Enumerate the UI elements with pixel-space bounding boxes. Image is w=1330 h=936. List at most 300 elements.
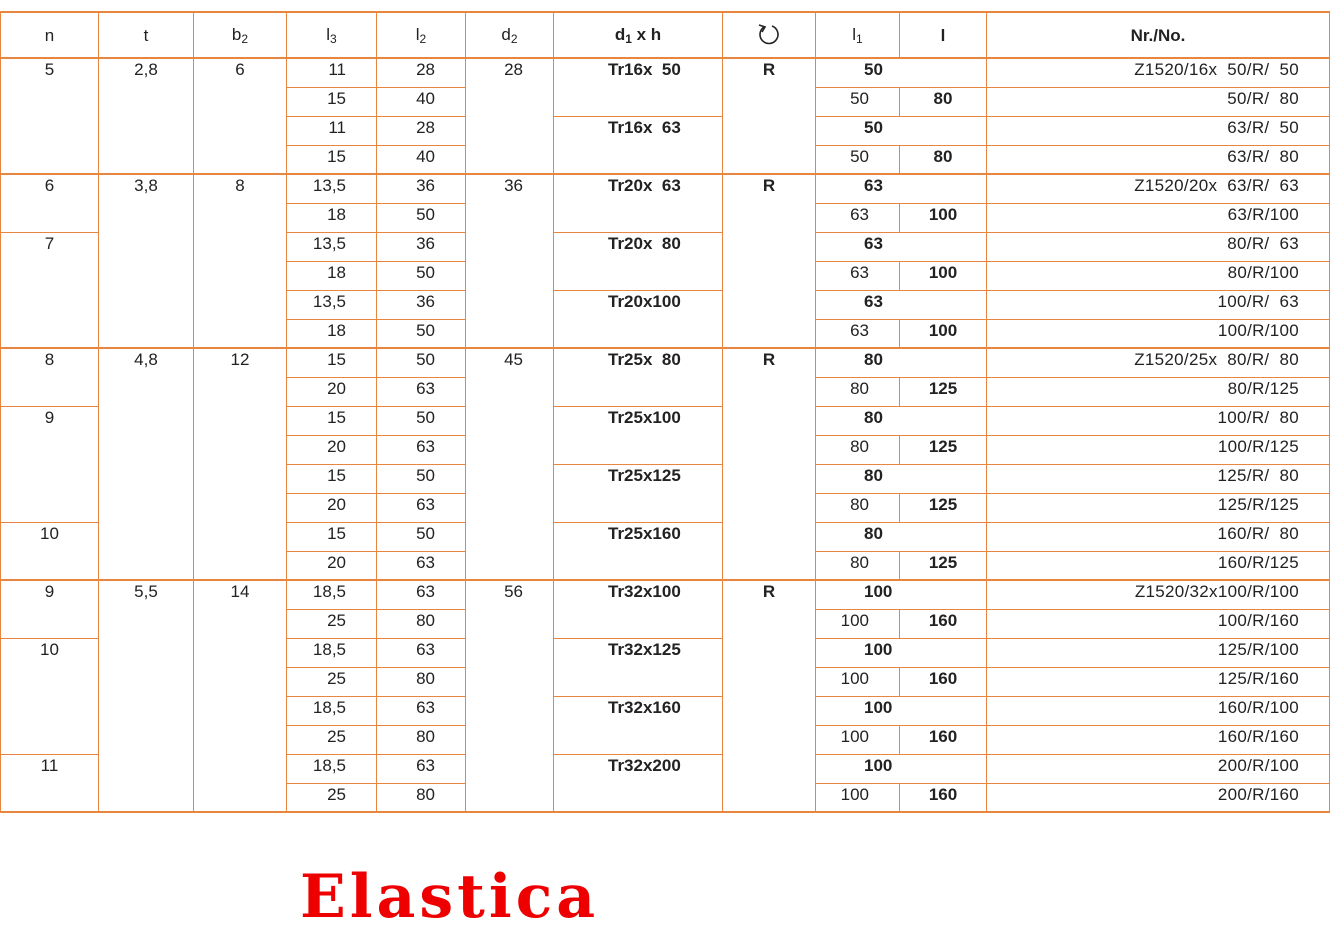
cell-d1xh [554, 145, 723, 174]
cell-l3: 13,5 [287, 174, 377, 203]
cell-l2: 36 [377, 174, 466, 203]
cell-rotation [723, 87, 816, 116]
cell-l: 80 [864, 464, 951, 493]
table-row [1, 464, 1330, 493]
cell-d1xh: Tr16x 63 [554, 116, 723, 145]
cell-l: 100 [900, 203, 987, 232]
cell-d2 [466, 464, 554, 493]
cell-l: 63 [864, 174, 951, 203]
cell-article-number: 160/R/125 [987, 551, 1330, 580]
cell-l3: 18 [287, 261, 377, 290]
cell-d1xh [554, 493, 723, 522]
table-row [1, 696, 1330, 725]
cell-article-number: 125/R/ 80 [987, 464, 1330, 493]
cell-l2: 63 [377, 551, 466, 580]
cell-d1xh [554, 783, 723, 812]
cell-t [99, 493, 194, 522]
cell-l3: 18,5 [287, 580, 377, 609]
cell-b2 [194, 116, 287, 145]
cell-rotation [723, 725, 816, 754]
cell-t [99, 319, 194, 348]
cell-l: 63 [864, 290, 951, 319]
header-d1xh: $d_1$ x h [554, 12, 723, 58]
cell-article-number: 63/R/ 80 [987, 145, 1330, 174]
cell-l3: 13,5 [287, 290, 377, 319]
cell-d2 [466, 638, 554, 667]
cell-t [99, 696, 194, 725]
table-row [1, 174, 1330, 203]
cell-l1: 63 [816, 261, 900, 290]
cell-d1xh: Tr20x100 [554, 290, 723, 319]
cell-n: 6 [1, 174, 99, 203]
cell-d1xh [554, 377, 723, 406]
cell-t [99, 783, 194, 812]
cell-b2: 6 [194, 58, 287, 87]
cell-n: 5 [1, 58, 99, 87]
table-row [1, 348, 1330, 377]
cell-d2 [466, 551, 554, 580]
cell-d1xh: Tr25x125 [554, 464, 723, 493]
cell-n: 8 [1, 348, 99, 377]
table-row [1, 638, 1330, 667]
cell-l2: 50 [377, 522, 466, 551]
cell-d2 [466, 116, 554, 145]
cell-b2 [194, 435, 287, 464]
cell-l2: 50 [377, 261, 466, 290]
table-row [1, 667, 1330, 696]
cell-d1xh [554, 261, 723, 290]
cell-l3: 25 [287, 725, 377, 754]
header-row [1, 12, 1330, 58]
cell-d1xh: Tr25x 80 [554, 348, 723, 377]
cell-d1xh: Tr16x 50 [554, 58, 723, 87]
cell-n: 7 [1, 232, 99, 261]
cell-article-number: 125/R/100 [987, 638, 1330, 667]
cell-article-number: 160/R/100 [987, 696, 1330, 725]
cell-l3: 15 [287, 348, 377, 377]
cell-l: 100 [900, 319, 987, 348]
cell-l3: 20 [287, 435, 377, 464]
header-b2: $b_2$ [194, 12, 287, 58]
cell-article-number: 100/R/160 [987, 609, 1330, 638]
header-l2: $l_2$ [377, 12, 466, 58]
cell-l: 50 [864, 58, 951, 87]
cell-l2: 63 [377, 435, 466, 464]
table-row [1, 580, 1330, 609]
cell-t [99, 261, 194, 290]
cell-l3: 20 [287, 551, 377, 580]
cell-rotation [723, 609, 816, 638]
cell-n: 10 [1, 638, 99, 667]
cell-n: 10 [1, 522, 99, 551]
cell-d2 [466, 725, 554, 754]
cell-article-number: 160/R/160 [987, 725, 1330, 754]
cell-n [1, 609, 99, 638]
cell-rotation [723, 435, 816, 464]
cell-article-number: 63/R/ 50 [987, 116, 1330, 145]
cell-b2 [194, 609, 287, 638]
cell-rotation [723, 116, 816, 145]
table-row [1, 754, 1330, 783]
cell-rotation [723, 783, 816, 812]
cell-n [1, 725, 99, 754]
cell-l: 125 [900, 435, 987, 464]
cell-rotation [723, 319, 816, 348]
cell-l1: 80 [816, 435, 900, 464]
cell-rotation [723, 551, 816, 580]
cell-l3: 13,5 [287, 232, 377, 261]
rotation-direction-icon [755, 23, 783, 45]
cell-rotation [723, 290, 816, 319]
cell-l: 100 [864, 580, 951, 609]
cell-l2: 40 [377, 145, 466, 174]
cell-l2: 28 [377, 58, 466, 87]
cell-d1xh: Tr32x160 [554, 696, 723, 725]
cell-b2 [194, 145, 287, 174]
cell-l2: 63 [377, 638, 466, 667]
table-row [1, 145, 1330, 174]
cell-d1xh [554, 203, 723, 232]
cell-l: 160 [900, 667, 987, 696]
cell-l1: 100 [816, 609, 900, 638]
table-row [1, 261, 1330, 290]
cell-n [1, 377, 99, 406]
watermark: Elastica [300, 862, 600, 932]
cell-b2 [194, 87, 287, 116]
cell-rotation [723, 232, 816, 261]
cell-article-number: 100/R/125 [987, 435, 1330, 464]
cell-d2 [466, 290, 554, 319]
table-row [1, 725, 1330, 754]
cell-b2 [194, 319, 287, 348]
cell-rotation [723, 493, 816, 522]
table-row [1, 290, 1330, 319]
cell-l: 125 [900, 377, 987, 406]
cell-l: 80 [864, 348, 951, 377]
cell-t [99, 232, 194, 261]
cell-t [99, 116, 194, 145]
cell-article-number: 125/R/160 [987, 667, 1330, 696]
cell-b2: 12 [194, 348, 287, 377]
cell-l2: 80 [377, 609, 466, 638]
cell-l3: 20 [287, 377, 377, 406]
cell-n [1, 290, 99, 319]
cell-l1: 100 [816, 667, 900, 696]
product-table [0, 11, 1330, 813]
cell-l3: 25 [287, 667, 377, 696]
cell-t [99, 435, 194, 464]
cell-article-number: 160/R/ 80 [987, 522, 1330, 551]
cell-rotation: R [723, 580, 816, 609]
cell-rotation: R [723, 348, 816, 377]
cell-rotation [723, 377, 816, 406]
cell-l1: 80 [816, 493, 900, 522]
header-rotation [723, 12, 816, 58]
cell-d2 [466, 145, 554, 174]
cell-article-number: 80/R/100 [987, 261, 1330, 290]
cell-l2: 80 [377, 725, 466, 754]
header-d2: $d_2$ [466, 12, 554, 58]
cell-b2 [194, 406, 287, 435]
cell-l: 50 [864, 116, 951, 145]
cell-b2: 14 [194, 580, 287, 609]
cell-d2 [466, 261, 554, 290]
cell-n [1, 493, 99, 522]
cell-d1xh: Tr25x160 [554, 522, 723, 551]
cell-article-number: 200/R/160 [987, 783, 1330, 812]
cell-d2: 36 [466, 174, 554, 203]
cell-article-number: 63/R/100 [987, 203, 1330, 232]
cell-l: 125 [900, 551, 987, 580]
cell-t [99, 87, 194, 116]
table-row [1, 783, 1330, 812]
cell-d2 [466, 232, 554, 261]
cell-l2: 50 [377, 348, 466, 377]
cell-b2: 8 [194, 174, 287, 203]
cell-n [1, 87, 99, 116]
header-nr: Nr./No. [987, 12, 1330, 58]
cell-l2: 63 [377, 493, 466, 522]
cell-l3: 18 [287, 319, 377, 348]
cell-b2 [194, 551, 287, 580]
cell-rotation [723, 522, 816, 551]
cell-d1xh [554, 725, 723, 754]
cell-n [1, 145, 99, 174]
cell-l: 100 [864, 696, 951, 725]
cell-l1: 63 [816, 319, 900, 348]
cell-rotation [723, 406, 816, 435]
cell-l: 80 [864, 406, 951, 435]
cell-d1xh: Tr32x200 [554, 754, 723, 783]
cell-rotation [723, 754, 816, 783]
cell-d2 [466, 783, 554, 812]
cell-d2 [466, 609, 554, 638]
cell-l: 80 [900, 145, 987, 174]
cell-l: 80 [864, 522, 951, 551]
table-row [1, 58, 1330, 87]
cell-b2 [194, 232, 287, 261]
cell-t [99, 551, 194, 580]
cell-l1: 80 [816, 551, 900, 580]
cell-b2 [194, 203, 287, 232]
cell-l3: 11 [287, 116, 377, 145]
cell-article-number: 125/R/125 [987, 493, 1330, 522]
cell-rotation: R [723, 58, 816, 87]
cell-d2 [466, 754, 554, 783]
cell-article-number: Z1520/16x 50/R/ 50 [987, 58, 1330, 87]
cell-n [1, 667, 99, 696]
header-n: n [1, 12, 99, 58]
cell-d2 [466, 203, 554, 232]
cell-rotation [723, 145, 816, 174]
cell-article-number: 50/R/ 80 [987, 87, 1330, 116]
cell-l3: 15 [287, 145, 377, 174]
cell-l3: 25 [287, 609, 377, 638]
cell-t: 2,8 [99, 58, 194, 87]
cell-rotation [723, 696, 816, 725]
cell-t [99, 145, 194, 174]
header-l: l [900, 12, 987, 58]
cell-b2 [194, 754, 287, 783]
cell-b2 [194, 493, 287, 522]
cell-article-number: 100/R/ 63 [987, 290, 1330, 319]
cell-d1xh [554, 667, 723, 696]
cell-l2: 50 [377, 203, 466, 232]
cell-d1xh [554, 319, 723, 348]
cell-l1: 50 [816, 87, 900, 116]
cell-article-number: 80/R/125 [987, 377, 1330, 406]
table-row [1, 203, 1330, 232]
cell-article-number: 100/R/ 80 [987, 406, 1330, 435]
cell-d1xh [554, 87, 723, 116]
cell-l3: 15 [287, 522, 377, 551]
cell-t [99, 464, 194, 493]
cell-rotation [723, 261, 816, 290]
cell-article-number: Z1520/25x 80/R/ 80 [987, 348, 1330, 377]
cell-b2 [194, 464, 287, 493]
cell-l2: 80 [377, 783, 466, 812]
cell-l2: 50 [377, 464, 466, 493]
cell-d2 [466, 87, 554, 116]
cell-rotation [723, 464, 816, 493]
cell-l: 100 [864, 754, 951, 783]
cell-d2 [466, 522, 554, 551]
cell-l: 160 [900, 609, 987, 638]
cell-article-number: Z1520/32x100/R/100 [987, 580, 1330, 609]
cell-rotation [723, 638, 816, 667]
cell-d2 [466, 493, 554, 522]
cell-t [99, 754, 194, 783]
cell-l: 63 [864, 232, 951, 261]
cell-article-number: 100/R/100 [987, 319, 1330, 348]
cell-d2 [466, 435, 554, 464]
cell-n: 11 [1, 754, 99, 783]
table-row [1, 609, 1330, 638]
cell-n [1, 319, 99, 348]
cell-n: 9 [1, 406, 99, 435]
cell-l: 100 [864, 638, 951, 667]
cell-n [1, 551, 99, 580]
cell-n [1, 464, 99, 493]
table-row [1, 377, 1330, 406]
cell-d1xh: Tr20x 63 [554, 174, 723, 203]
cell-l: 80 [900, 87, 987, 116]
table-row [1, 551, 1330, 580]
cell-b2 [194, 725, 287, 754]
cell-n: 9 [1, 580, 99, 609]
cell-rotation: R [723, 174, 816, 203]
cell-l2: 63 [377, 580, 466, 609]
cell-l1: 63 [816, 203, 900, 232]
cell-l1: 80 [816, 377, 900, 406]
cell-d2 [466, 406, 554, 435]
cell-d2 [466, 377, 554, 406]
cell-d1xh: Tr32x100 [554, 580, 723, 609]
table-row [1, 232, 1330, 261]
cell-l3: 15 [287, 406, 377, 435]
table-row [1, 493, 1330, 522]
cell-l2: 50 [377, 406, 466, 435]
cell-l: 160 [900, 783, 987, 812]
cell-t [99, 377, 194, 406]
cell-l3: 15 [287, 464, 377, 493]
cell-t [99, 725, 194, 754]
table-row [1, 406, 1330, 435]
cell-b2 [194, 290, 287, 319]
cell-l3: 20 [287, 493, 377, 522]
cell-t [99, 638, 194, 667]
cell-d2: 56 [466, 580, 554, 609]
cell-article-number: Z1520/20x 63/R/ 63 [987, 174, 1330, 203]
cell-l2: 80 [377, 667, 466, 696]
cell-n [1, 783, 99, 812]
cell-d2: 45 [466, 348, 554, 377]
cell-l2: 63 [377, 696, 466, 725]
cell-t [99, 290, 194, 319]
cell-d1xh [554, 435, 723, 464]
cell-l: 125 [900, 493, 987, 522]
cell-b2 [194, 696, 287, 725]
cell-l2: 63 [377, 754, 466, 783]
cell-l3: 18 [287, 203, 377, 232]
cell-t: 3,8 [99, 174, 194, 203]
cell-l3: 18,5 [287, 638, 377, 667]
cell-l3: 25 [287, 783, 377, 812]
cell-n [1, 203, 99, 232]
cell-t [99, 203, 194, 232]
cell-n [1, 116, 99, 145]
cell-t: 5,5 [99, 580, 194, 609]
cell-d1xh: Tr25x100 [554, 406, 723, 435]
cell-l3: 15 [287, 87, 377, 116]
cell-rotation [723, 203, 816, 232]
table-row [1, 522, 1330, 551]
header-l1: $l_1$ [816, 12, 900, 58]
cell-l2: 36 [377, 232, 466, 261]
cell-l: 160 [900, 725, 987, 754]
cell-b2 [194, 667, 287, 696]
cell-t [99, 522, 194, 551]
cell-d1xh [554, 551, 723, 580]
cell-article-number: 80/R/ 63 [987, 232, 1330, 261]
cell-d2 [466, 319, 554, 348]
cell-l3: 18,5 [287, 754, 377, 783]
header-t: t [99, 12, 194, 58]
cell-l: 100 [900, 261, 987, 290]
table-row [1, 435, 1330, 464]
cell-l3: 11 [287, 58, 377, 87]
header-l3: $l_3$ [287, 12, 377, 58]
cell-l2: 28 [377, 116, 466, 145]
cell-l1: 100 [816, 783, 900, 812]
cell-l3: 18,5 [287, 696, 377, 725]
cell-l1: 50 [816, 145, 900, 174]
cell-d2 [466, 696, 554, 725]
cell-t [99, 406, 194, 435]
cell-n [1, 435, 99, 464]
cell-l2: 36 [377, 290, 466, 319]
cell-b2 [194, 638, 287, 667]
cell-l2: 63 [377, 377, 466, 406]
table-row [1, 116, 1330, 145]
cell-n [1, 696, 99, 725]
cell-rotation [723, 667, 816, 696]
cell-l1: 100 [816, 725, 900, 754]
cell-b2 [194, 522, 287, 551]
cell-n [1, 261, 99, 290]
table-row [1, 319, 1330, 348]
cell-b2 [194, 261, 287, 290]
